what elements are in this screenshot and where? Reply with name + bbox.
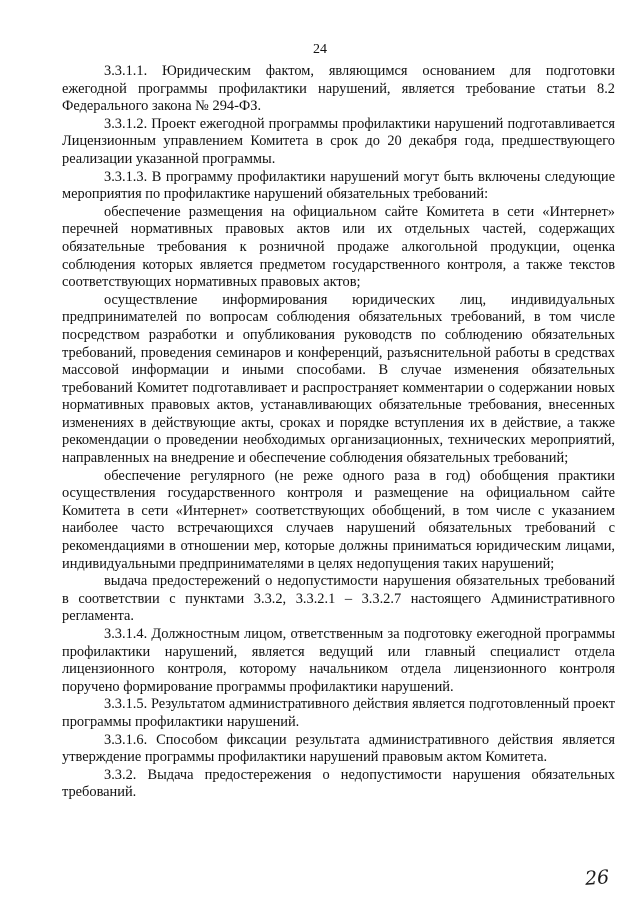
handwritten-page-number: 26 — [584, 866, 610, 890]
paragraph-3-3-1-5: 3.3.1.5. Результатом административного действия является подготовленный проект программы профилактики нарушений. — [62, 696, 615, 730]
document-body — [62, 63, 615, 802]
list-item-generalization: обеспечение регулярного (не реже одного раза в год) обобщения практики осуществления государственного контроля и размещение на официальном сайте Комитета в сети «Интернет» соответствующих обобщений, в том числе с указанием наиболее часто встречающихся случаев нарушений обязательных требований с рекомендациями в отношении мер, которые должны приниматься юридическим лицами, индивидуальными предпринимателями в целях недопущения таких нарушений; — [62, 467, 615, 572]
list-item-website-publication: обеспечение размещения на официальном сайте Комитета в сети «Интернет» перечней нормативных правовых актов или их отдельных частей, содержащих обязательные требования к розничной продаже алкогольной продукции, оценка соблюдения которых является предметом государственного контроля, а также текстов соответствующих нормативных правовых актов; — [62, 203, 615, 291]
paragraph-3-3-1-1: 3.3.1.1. Юридическим фактом, являющимся основанием для подготовки ежегодной программы профилактики нарушений, является требование статьи 8.2 Федерального закона № 294-ФЗ. — [62, 63, 615, 115]
paragraph-3-3-1-3: 3.3.1.3. В программу профилактики нарушений могут быть включены следующие мероприятия по профилактике нарушений обязательных требований: — [62, 168, 615, 203]
paragraph-3-3-1-2: 3.3.1.2. Проект ежегодной программы профилактики нарушений подготавливается Лицензионным управлением Комитета в срок до 20 декабря года, предшествующего реализации указанной программы. — [62, 115, 615, 167]
paragraph-3-3-2: 3.3.2. Выдача предостережения о недопустимости нарушения обязательных требований. — [62, 766, 615, 801]
list-item-informing: осуществление информирования юридических лиц, индивидуальных предпринимателей по вопросам соблюдения обязательных требований, в том числе посредством разработки и опубликования руководств по соблюдению обязательных требований, проведения семинаров и конференций, разъяснительной работы в средствах массовой информации и иными способами. В случае изменения обязательных требований Комитет подготавливает и распространяет комментарии о содержании новых нормативных правовых актов, устанавливающих обязательные требования, внесенных изменениях в действующие акты, сроках и порядке вступления их в действие, а также рекомендации о проведении необходимых организационных, технических мероприятий, направленных на внедрение и обеспечение соблюдения обязательных требований; — [62, 291, 615, 467]
page-number: 24 — [313, 42, 327, 57]
paragraph-3-3-1-6: 3.3.1.6. Способом фиксации результата административного действия является утверждение программы профилактики нарушений правовым актом Комитета. — [62, 731, 615, 766]
list-item-warnings: выдача предостережений о недопустимости нарушения обязательных требований в соответствии с пунктами 3.3.2, 3.3.2.1 – 3.3.2.7 настоящего Административного регламента. — [62, 573, 615, 625]
paragraph-3-3-1-4: 3.3.1.4. Должностным лицом, ответственным за подготовку ежегодной программы профилактики нарушений, является ведущий или главный специалист отдела лицензионного контроля, которому начальником отдела лицензионного контроля поручено формирование программы профилактики нарушений. — [62, 626, 615, 695]
